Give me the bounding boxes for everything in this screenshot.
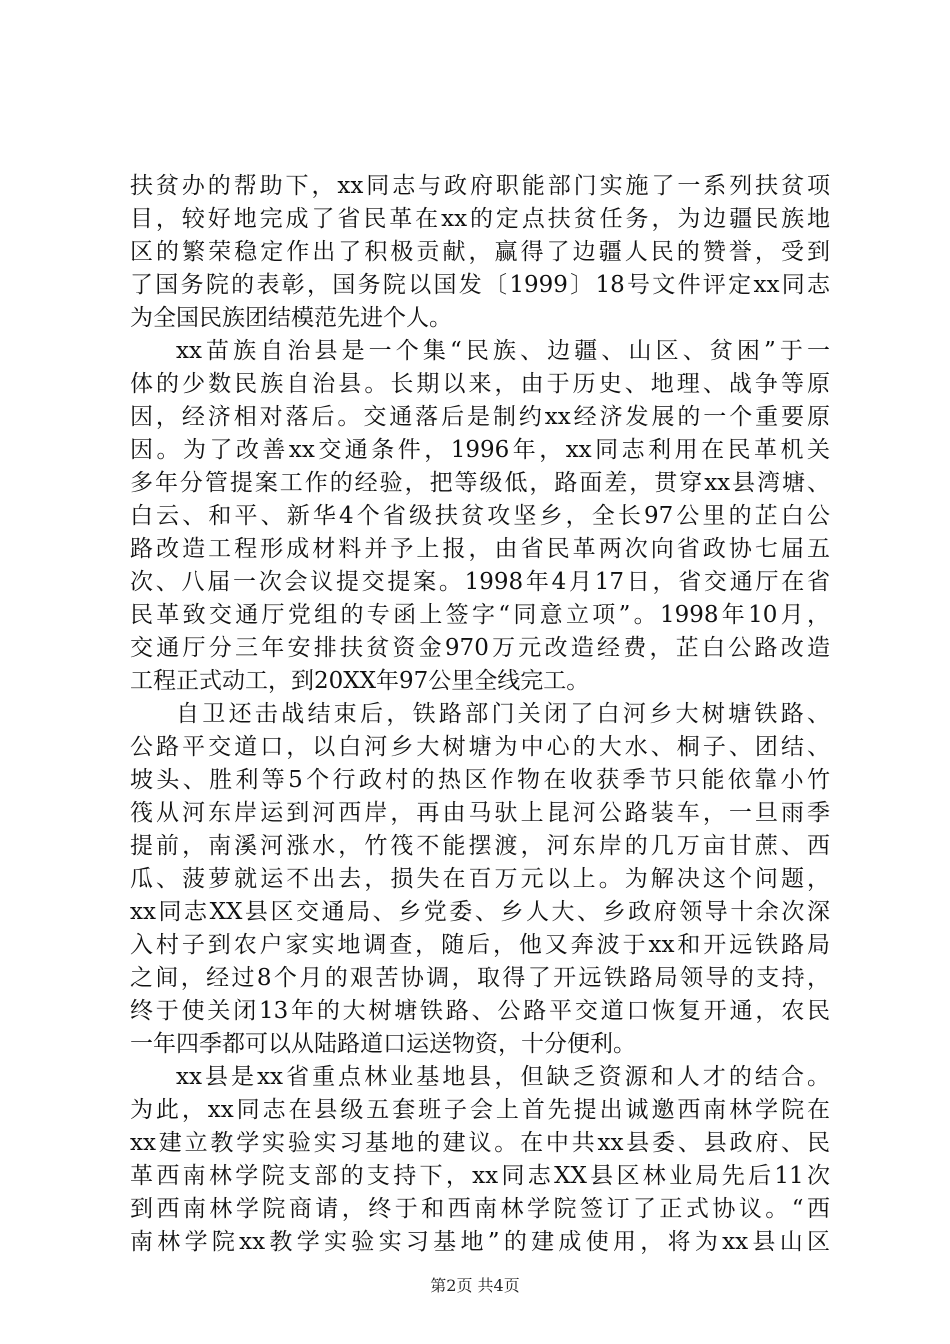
text-line: 入村子到农户家实地调查，随后，他又奔波于xx和开远铁路局 (130, 932, 830, 958)
text-line: 交通厅分三年安排扶贫资金970万元改造经费，芷白公路改造 (130, 635, 830, 661)
text-line: 之间，经过8个月的艰苦协调，取得了开远铁路局领导的支持， (130, 965, 830, 991)
paragraph-4 (130, 1061, 830, 1259)
text-line: 为此，xx同志在县级五套班子会上首先提出诚邀西南林学院在 (130, 1097, 830, 1123)
text-line: 革西南林学院支部的支持下，xx同志XX县区林业局先后11次 (130, 1163, 830, 1189)
text-line: 坡头、胜利等5个行政村的热区作物在收获季节只能依靠小竹 (130, 767, 830, 793)
text-line: 瓜、菠萝就运不出去，损失在百万元以上。为解决这个问题， (130, 866, 830, 892)
text-line: xx同志XX县区交通局、乡党委、乡人大、乡政府领导十余次深 (130, 899, 830, 925)
text-line: 提前，南溪河涨水，竹筏不能摆渡，河东岸的几万亩甘蔗、西 (130, 833, 830, 859)
text-line: 区的繁荣稳定作出了积极贡献，赢得了边疆人民的赞誉，受到 (130, 239, 830, 265)
paragraph-1 (130, 170, 830, 335)
text-line: 为全国民族团结模范先进个人。 (130, 305, 452, 331)
text-line: 因。为了改善xx交通条件，1996年，xx同志利用在民革机关 (130, 437, 830, 463)
text-line: 路改造工程形成材料并予上报，由省民革两次向省政协七届五 (130, 536, 830, 562)
page-footer (0, 1273, 950, 1296)
text-line: xx苗族自治县是一个集“民族、边疆、山区、贫困”于一 (176, 338, 830, 364)
text-line: xx县是xx省重点林业基地县，但缺乏资源和人才的结合。 (176, 1064, 830, 1090)
text-line: 民革致交通厅党组的专函上签字“同意立项”。1998年10月， (130, 602, 830, 628)
text-line: 多年分管提案工作的经验，把等级低，路面差，贯穿xx县湾塘、 (130, 470, 830, 496)
text-line: 次、八届一次会议提交提案。1998年4月17日，省交通厅在省 (130, 569, 830, 595)
text-line: 目，较好地完成了省民革在xx的定点扶贫任务，为边疆民族地 (130, 206, 830, 232)
text-line: 南林学院xx教学实验实习基地”的建成使用，将为xx县山区 (130, 1229, 830, 1255)
text-line: 白云、和平、新华4个省级扶贫攻坚乡，全长97公里的芷白公 (130, 503, 830, 529)
text-line: 公路平交道口，以白河乡大树塘为中心的大水、桐子、团结、 (130, 734, 830, 760)
document-body (130, 170, 830, 1259)
text-line: 到西南林学院商请，终于和西南林学院签订了正式协议。“西 (130, 1196, 830, 1222)
text-line: 扶贫办的帮助下，xx同志与政府职能部门实施了一系列扶贫项 (130, 173, 830, 199)
text-line: 因，经济相对落后。交通落后是制约xx经济发展的一个重要原 (130, 404, 830, 430)
text-line: xx建立教学实验实习基地的建议。在中共xx县委、县政府、民 (130, 1130, 830, 1156)
text-line: 了国务院的表彰，国务院以国发〔1999〕18号文件评定xx同志 (130, 272, 830, 298)
paragraph-3 (130, 698, 830, 1061)
text-line: 体的少数民族自治县。长期以来，由于历史、地理、战争等原 (130, 371, 830, 397)
text-line: 工程正式动工，到20XX年97公里全线完工。 (130, 668, 590, 694)
paragraph-2 (130, 335, 830, 698)
text-line: 筏从河东岸运到河西岸，再由马驮上昆河公路装车，一旦雨季 (130, 800, 830, 826)
page-number-label: 第2页 共4页 (430, 1276, 520, 1295)
text-line: 一年四季都可以从陆路道口运送物资，十分便利。 (130, 1031, 636, 1057)
text-line: 自卫还击战结束后，铁路部门关闭了白河乡大树塘铁路、 (176, 701, 830, 727)
text-line: 终于使关闭13年的大树塘铁路、公路平交道口恢复开通，农民 (130, 998, 830, 1024)
